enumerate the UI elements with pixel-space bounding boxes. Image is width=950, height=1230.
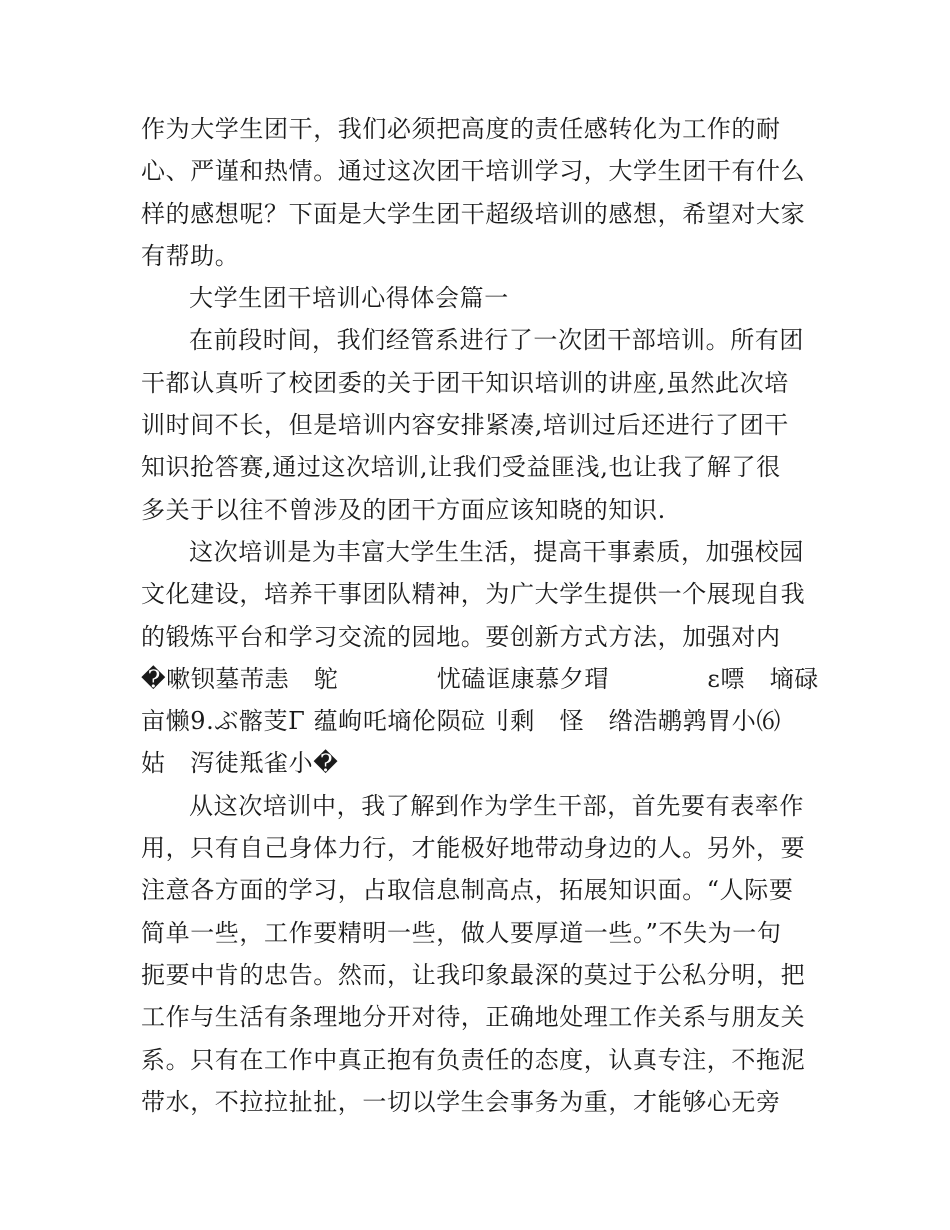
text-line: 亩懒9.ぶ髂芰Γ 蕴岣吒墒伦陨砬刂剩 怪 绺浩鹕鹑胃小⑹ <box>141 707 781 736</box>
text-line: 工作与生活有条理地分开对待，正确地处理工作关系与朋友关 <box>141 1003 806 1032</box>
text-line: 扼要中肯的忠告。然而，让我印象最深的莫过于公私分明，把 <box>141 960 806 989</box>
text-line: 多关于以往不曾涉及的团干方面应该知晓的知识. <box>141 495 666 524</box>
text-line: 简单一些，工作要精明一些，做人要厚道一些。”不失为一句 <box>141 918 782 947</box>
text-line: 姑 泻徒羝雀小� <box>141 749 339 778</box>
text-line: 文化建设，培养干事团队精神，为广大学生提供一个展现自我 <box>141 580 806 609</box>
text-line: 注意各方面的学习，占取信息制高点，拓展知识面。“人际要 <box>141 876 794 905</box>
text-line: 大学生团干培训心得体会篇一 <box>189 284 509 313</box>
text-line: 在前段时间，我们经管系进行了一次团干部培训。所有团 <box>189 326 804 355</box>
text-line: 用，只有自己身体力行，才能极好地带动身边的人。另外，要 <box>141 834 806 863</box>
text-line: 带水，不拉拉扯扯，一切以学生会事务为重，才能够心无旁 <box>141 1087 781 1116</box>
text-line: 心、严谨和热情。通过这次团干培训学习，大学生团干有什么 <box>141 157 806 186</box>
text-line: 作为大学生团干，我们必须把高度的责任感转化为工作的耐 <box>141 115 781 143</box>
text-line: �嗽钡墓芾恚 鸵 忧磕诓康慕夕瑁 ε嘌 墒碌 <box>141 664 819 693</box>
text-line: 训时间不长，但是培训内容安排紧凑,培训过后还进行了团干 <box>141 411 789 440</box>
text-line: 知识抢答赛,通过这次培训,让我们受益匪浅,也让我了解了很 <box>141 453 781 482</box>
text-line: 有帮助。 <box>141 241 240 270</box>
text-line: 从这次培训中，我了解到作为学生干部，首先要有表率作 <box>189 791 804 820</box>
document-body <box>141 108 819 1123</box>
text-line: 这次培训是为丰富大学生生活，提高干事素质，加强校园 <box>189 537 804 566</box>
text-line: 样的感想呢？下面是大学生团干超级培训的感想，希望对大家 <box>141 199 806 228</box>
text-line: 系。只有在工作中真正抱有负责任的态度，认真专注，不拖泥 <box>141 1045 806 1074</box>
text-line: 干都认真听了校团委的关于团干知识培训的讲座,虽然此次培 <box>141 368 789 397</box>
text-line: 的锻炼平台和学习交流的园地。要创新方式方法，加强对内 <box>141 622 781 651</box>
